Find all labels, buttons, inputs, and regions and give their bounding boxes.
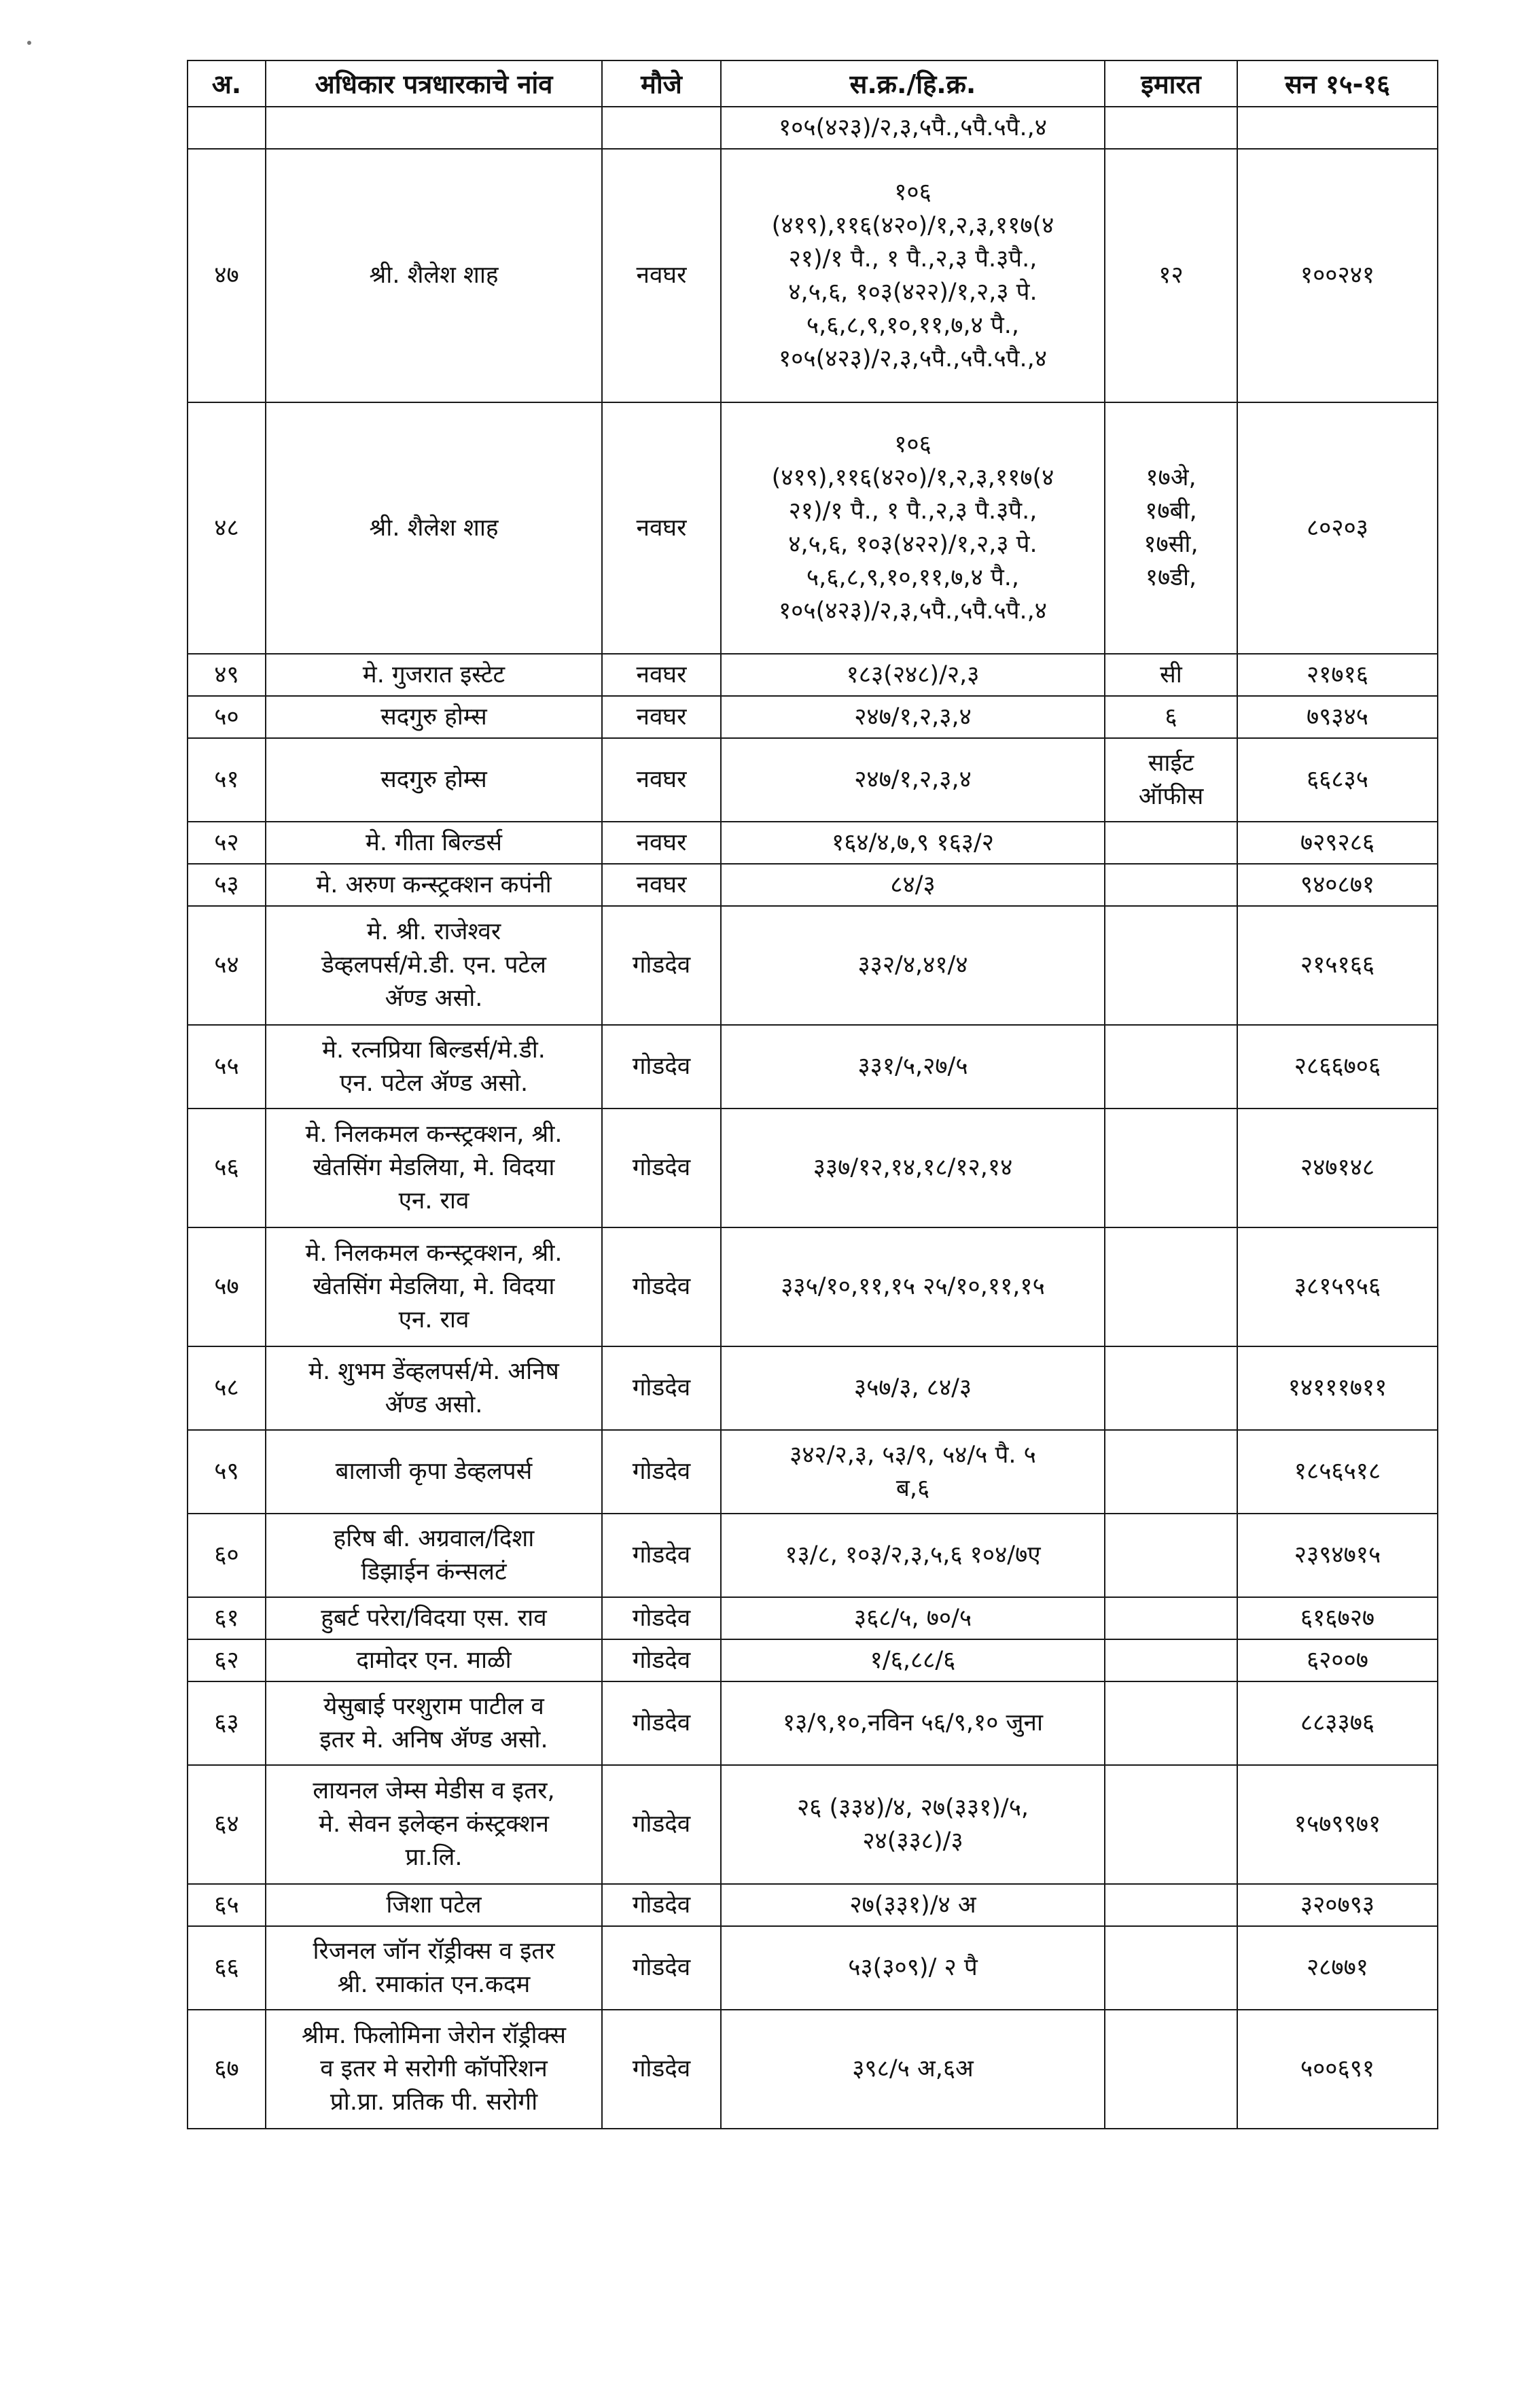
cell-serial: ५९	[188, 1430, 266, 1514]
cell-serial: ५४	[188, 906, 266, 1025]
cell-building: सी	[1105, 654, 1237, 696]
cell-holder-name: मे. गुजरात इस्टेट	[266, 654, 602, 696]
cell-village: गोडदेव	[602, 1025, 721, 1109]
cell-survey-number: १३/९,१०,नविन ५६/९,१० जुना	[721, 1681, 1105, 1765]
table-row	[188, 1926, 1438, 2010]
cell-village: नवघर	[602, 149, 721, 402]
cell-year: ७९३४५	[1237, 696, 1438, 738]
cell-village: गोडदेव	[602, 1597, 721, 1639]
cell-village: नवघर	[602, 402, 721, 654]
cell-building	[1105, 1926, 1237, 2010]
cell-holder-name: सदगुरु होम्स	[266, 738, 602, 822]
table-row	[188, 864, 1438, 906]
cell-holder-name: येसुबाई परशुराम पाटील व इतर मे. अनिष ॲण्ड असो.	[266, 1681, 602, 1765]
table-row	[188, 738, 1438, 822]
cell-year: ६६८३५	[1237, 738, 1438, 822]
cell-year: ९४०८७१	[1237, 864, 1438, 906]
cell-village: गोडदेव	[602, 1430, 721, 1514]
cell-village: गोडदेव	[602, 1639, 721, 1681]
cell-year: १८५६५१८	[1237, 1430, 1438, 1514]
table-header-row	[188, 60, 1438, 107]
table-row	[188, 107, 1438, 149]
cell-building	[1105, 1025, 1237, 1109]
cell-year: २१७१६	[1237, 654, 1438, 696]
cell-year: १४१११७११	[1237, 1346, 1438, 1430]
cell-holder-name: मे. निलकमल कन्स्ट्रक्शन, श्री. खेतसिंग मेडलिया, मे. विदया एन. राव	[266, 1109, 602, 1227]
cell-holder-name: श्री. शैलेश शाह	[266, 402, 602, 654]
cell-building: १७अे, १७बी, १७सी, १७डी,	[1105, 402, 1237, 654]
header-holder-name: अधिकार पत्रधारकाचे नांव	[266, 60, 602, 107]
cell-building: १२	[1105, 149, 1237, 402]
header-year: सन १५-१६	[1237, 60, 1438, 107]
cell-village: नवघर	[602, 864, 721, 906]
cell-building	[1105, 822, 1237, 864]
cell-survey-number: ३३१/५,२७/५	[721, 1025, 1105, 1109]
cell-serial: ५७	[188, 1227, 266, 1346]
table-row	[188, 1430, 1438, 1514]
cell-holder-name: मे. श्री. राजेश्वर डेव्हलपर्स/मे.डी. एन. पटेल ॲण्ड असो.	[266, 906, 602, 1025]
cell-holder-name: दामोदर एन. माळी	[266, 1639, 602, 1681]
cell-village	[602, 107, 721, 149]
cell-serial: ४९	[188, 654, 266, 696]
cell-village: नवघर	[602, 738, 721, 822]
cell-holder-name: लायनल जेम्स मेडीस व इतर, मे. सेवन इलेव्हन कंस्ट्रक्शन प्रा.लि.	[266, 1765, 602, 1884]
cell-holder-name: सदगुरु होम्स	[266, 696, 602, 738]
cell-building	[1105, 1227, 1237, 1346]
cell-building	[1105, 1681, 1237, 1765]
cell-serial: ५१	[188, 738, 266, 822]
cell-holder-name: मे. निलकमल कन्स्ट्रक्शन, श्री. खेतसिंग मेडलिया, मे. विदया एन. राव	[266, 1227, 602, 1346]
header-building: इमारत	[1105, 60, 1237, 107]
cell-serial: ६४	[188, 1765, 266, 1884]
cell-building: साईट ऑफीस	[1105, 738, 1237, 822]
cell-building	[1105, 1514, 1237, 1597]
cell-serial	[188, 107, 266, 149]
cell-serial: ५०	[188, 696, 266, 738]
cell-serial: ५३	[188, 864, 266, 906]
cell-building	[1105, 1109, 1237, 1227]
cell-holder-name: रिजनल जॉन रॉड्रीक्स व इतर श्री. रमाकांत एन.कदम	[266, 1926, 602, 2010]
table-row	[188, 1025, 1438, 1109]
cell-village: नवघर	[602, 696, 721, 738]
header-survey-number: स.क्र./हि.क्र.	[721, 60, 1105, 107]
cell-holder-name: श्री. शैलेश शाह	[266, 149, 602, 402]
cell-building	[1105, 1884, 1237, 1926]
cell-survey-number: ३९८/५ अ,६अ	[721, 2010, 1105, 2129]
cell-building	[1105, 107, 1237, 149]
cell-survey-number: १८३(२४८)/२,३	[721, 654, 1105, 696]
cell-holder-name: जिशा पटेल	[266, 1884, 602, 1926]
cell-survey-number: १/६,८८/६	[721, 1639, 1105, 1681]
cell-survey-number: १०५(४२३)/२,३,५पै.,५पै.५पै.,४	[721, 107, 1105, 149]
cell-building	[1105, 1765, 1237, 1884]
table-row	[188, 1227, 1438, 1346]
cell-survey-number: ३५७/३, ८४/३	[721, 1346, 1105, 1430]
table-row	[188, 1681, 1438, 1765]
cell-survey-number: ३४२/२,३, ५३/९, ५४/५ पै. ५ ब,६	[721, 1430, 1105, 1514]
cell-building	[1105, 1430, 1237, 1514]
cell-serial: ५८	[188, 1346, 266, 1430]
table-row	[188, 822, 1438, 864]
cell-survey-number: १६४/४,७,९ १६३/२	[721, 822, 1105, 864]
cell-building	[1105, 906, 1237, 1025]
table-row	[188, 149, 1438, 402]
cell-year: २४७१४८	[1237, 1109, 1438, 1227]
cell-year: १००२४१	[1237, 149, 1438, 402]
cell-year: ६१६७२७	[1237, 1597, 1438, 1639]
cell-village: गोडदेव	[602, 1765, 721, 1884]
cell-village: गोडदेव	[602, 2010, 721, 2129]
cell-holder-name: मे. शुभम डेंव्हलपर्स/मे. अनिष ॲण्ड असो.	[266, 1346, 602, 1430]
cell-village: नवघर	[602, 654, 721, 696]
cell-survey-number: २६ (३३४)/४, २७(३३१)/५, २४(३३८)/३	[721, 1765, 1105, 1884]
cell-serial: ४८	[188, 402, 266, 654]
cell-year: १५७९९७१	[1237, 1765, 1438, 1884]
cell-building: ६	[1105, 696, 1237, 738]
cell-holder-name: मे. अरुण कन्स्ट्रक्शन कपंनी	[266, 864, 602, 906]
cell-building	[1105, 2010, 1237, 2129]
cell-village: गोडदेव	[602, 1681, 721, 1765]
document-sheet	[187, 60, 1437, 2129]
cell-serial: ५६	[188, 1109, 266, 1227]
cell-serial: ६०	[188, 1514, 266, 1597]
table-row	[188, 654, 1438, 696]
cell-serial: ६२	[188, 1639, 266, 1681]
cell-serial: ६१	[188, 1597, 266, 1639]
header-serial: अ.	[188, 60, 266, 107]
cell-year: ६२००७	[1237, 1639, 1438, 1681]
cell-survey-number: २४७/१,२,३,४	[721, 738, 1105, 822]
cell-year: ५००६९१	[1237, 2010, 1438, 2129]
table-row	[188, 1597, 1438, 1639]
table-row	[188, 1765, 1438, 1884]
cell-building	[1105, 1346, 1237, 1430]
scan-speck	[27, 41, 31, 45]
table-row	[188, 1884, 1438, 1926]
table-row	[188, 906, 1438, 1025]
cell-year: २८७७१	[1237, 1926, 1438, 2010]
permit-holder-table	[187, 60, 1438, 2129]
cell-serial: ६६	[188, 1926, 266, 2010]
cell-survey-number: ३३२/४,४१/४	[721, 906, 1105, 1025]
cell-survey-number: ३३७/१२,१४,१८/१२,१४	[721, 1109, 1105, 1227]
cell-survey-number: ३३५/१०,११,१५ २५/१०,११,१५	[721, 1227, 1105, 1346]
cell-holder-name: हुबर्ट परेरा/विदया एस. राव	[266, 1597, 602, 1639]
cell-holder-name: श्रीम. फिलोमिना जेरोन रॉड्रीक्स व इतर मे सरोगी कॉर्पोरेशन प्रो.प्रा. प्रतिक पी. सरोगी	[266, 2010, 602, 2129]
cell-year: ३८१५९५६	[1237, 1227, 1438, 1346]
cell-year: २३९४७१५	[1237, 1514, 1438, 1597]
cell-holder-name: मे. रत्नप्रिया बिल्डर्स/मे.डी. एन. पटेल ॲण्ड असो.	[266, 1025, 602, 1109]
cell-village: गोडदेव	[602, 1514, 721, 1597]
table-row	[188, 1514, 1438, 1597]
cell-holder-name	[266, 107, 602, 149]
header-village: मौजे	[602, 60, 721, 107]
cell-survey-number: ८४/३	[721, 864, 1105, 906]
cell-holder-name: बालाजी कृपा डेव्हलपर्स	[266, 1430, 602, 1514]
cell-survey-number: १३/८, १०३/२,३,५,६ १०४/७ए	[721, 1514, 1105, 1597]
cell-survey-number: ५३(३०९)/ २ पै	[721, 1926, 1105, 2010]
cell-serial: ५५	[188, 1025, 266, 1109]
cell-village: गोडदेव	[602, 906, 721, 1025]
cell-year: ३२०७९३	[1237, 1884, 1438, 1926]
cell-village: गोडदेव	[602, 1884, 721, 1926]
cell-survey-number: २४७/१,२,३,४	[721, 696, 1105, 738]
cell-serial: ४७	[188, 149, 266, 402]
cell-holder-name: मे. गीता बिल्डर्स	[266, 822, 602, 864]
cell-year: २८६६७०६	[1237, 1025, 1438, 1109]
cell-village: गोडदेव	[602, 1227, 721, 1346]
cell-building	[1105, 864, 1237, 906]
cell-survey-number: २७(३३१)/४ अ	[721, 1884, 1105, 1926]
cell-building	[1105, 1597, 1237, 1639]
table-row	[188, 1639, 1438, 1681]
table-row	[188, 2010, 1438, 2129]
cell-building	[1105, 1639, 1237, 1681]
cell-year: २१५१६६	[1237, 906, 1438, 1025]
cell-serial: ६३	[188, 1681, 266, 1765]
cell-village: नवघर	[602, 822, 721, 864]
cell-village: गोडदेव	[602, 1346, 721, 1430]
cell-survey-number: ३६८/५, ७०/५	[721, 1597, 1105, 1639]
cell-serial: ६५	[188, 1884, 266, 1926]
table-row	[188, 402, 1438, 654]
cell-year	[1237, 107, 1438, 149]
cell-serial: ६७	[188, 2010, 266, 2129]
cell-year: ७२९२८६	[1237, 822, 1438, 864]
table-row	[188, 696, 1438, 738]
cell-year: ८०२०३	[1237, 402, 1438, 654]
cell-serial: ५२	[188, 822, 266, 864]
cell-year: ८८३३७६	[1237, 1681, 1438, 1765]
cell-holder-name: हरिष बी. अग्रवाल/दिशा डिझाईन कंन्सलटं	[266, 1514, 602, 1597]
cell-survey-number: १०६ (४१९),११६(४२०)/१,२,३,११७(४ २१)/१ पै., १ पै.,२,३ पै.३पै., ४,५,६, १०३(४२२)/१,२,३ पे. ५,६,८,९,१०,११,७,४ पै., १०५(४२३)/२,३,५पै.,५पै.५पै.,४	[721, 149, 1105, 402]
cell-village: गोडदेव	[602, 1926, 721, 2010]
cell-village: गोडदेव	[602, 1109, 721, 1227]
cell-survey-number: १०६ (४१९),११६(४२०)/१,२,३,११७(४ २१)/१ पै., १ पै.,२,३ पै.३पै., ४,५,६, १०३(४२२)/१,२,३ पे. ५,६,८,९,१०,११,७,४ पै., १०५(४२३)/२,३,५पै.,५पै.५पै.,४	[721, 402, 1105, 654]
table-row	[188, 1109, 1438, 1227]
table-row	[188, 1346, 1438, 1430]
